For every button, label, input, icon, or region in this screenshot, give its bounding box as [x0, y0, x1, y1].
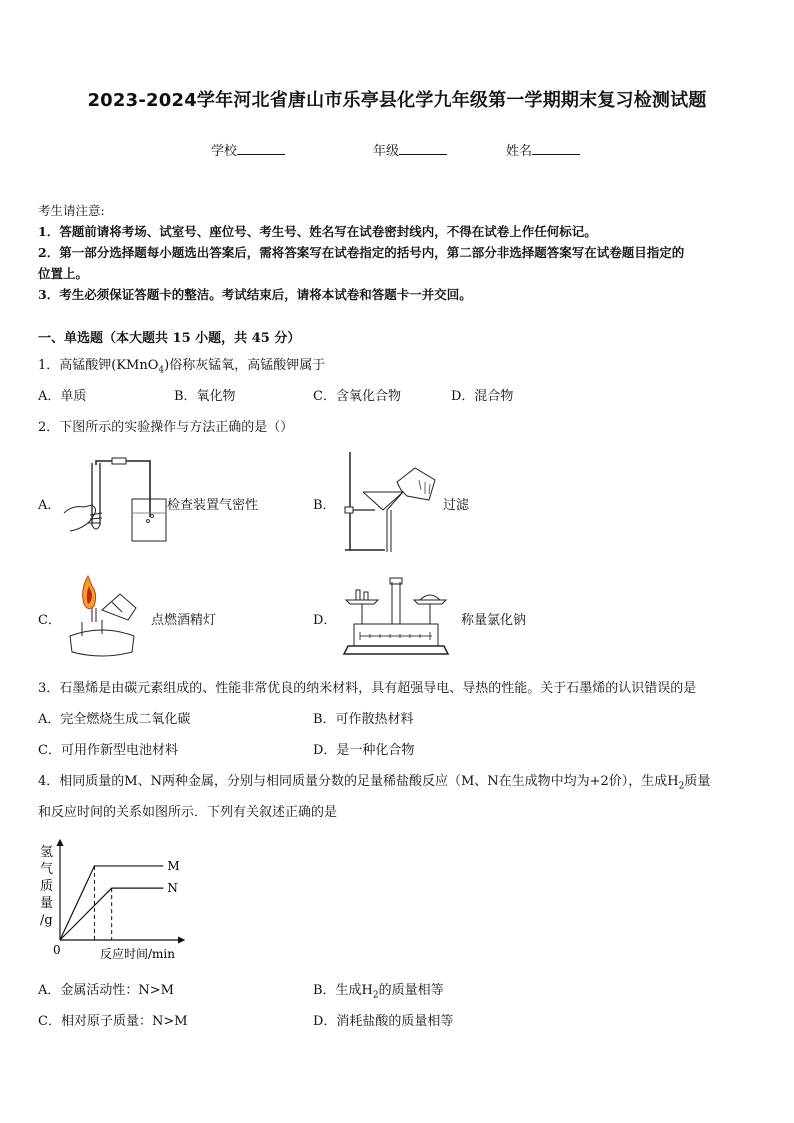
y-axis-label-char: 质	[40, 879, 54, 894]
notice-heading: 考生请注意:	[38, 203, 105, 218]
filtration-image	[335, 450, 445, 555]
alcohol-lamp-image	[62, 572, 144, 664]
q3-option-d[interactable]: D．是一种化合物	[313, 743, 415, 758]
q4-option-d[interactable]: D．消耗盐酸的质量相等	[313, 1014, 454, 1029]
q1-option-b[interactable]: B．氧化物	[174, 389, 236, 404]
q1-option-a[interactable]: A．单质	[38, 389, 87, 404]
balance-image	[340, 572, 452, 660]
notice-item-2-cont: 位置上。	[38, 266, 89, 281]
q2-option-b-letter[interactable]: B．	[313, 498, 336, 513]
question-4-stem-line-1: 4．相同质量的M、N两种金属，分别与相同质量分数的足量稀盐酸反应（M、N在生成物中均为+2价），生成$H_2$质量	[38, 774, 711, 792]
q4-option-c[interactable]: C．相对原子质量：N>M	[38, 1014, 188, 1029]
q4-option-a[interactable]: A．金属活动性：N>M	[38, 983, 174, 998]
notice-block	[38, 200, 763, 305]
q1-option-c[interactable]: C．含氧化合物	[313, 389, 401, 404]
y-axis-label-char: 氢	[40, 845, 54, 860]
hydrogen-mass-chart	[36, 836, 196, 966]
q3-option-c[interactable]: C．可用作新型电池材料	[38, 743, 178, 758]
question-3-stem: 3．石墨烯是由碳元素组成的、性能非常优良的纳米材料，具有超强导电、导热的性能。关于石墨烯的认识错误的是	[38, 681, 697, 696]
y-axis-label-char: /g	[40, 913, 53, 928]
school-blank[interactable]	[237, 142, 285, 155]
q2-option-b-caption: 过滤	[443, 498, 470, 513]
origin-label: 0	[53, 943, 61, 957]
q2-option-a-caption: 检查装置气密性	[167, 498, 259, 513]
grade-blank[interactable]	[399, 142, 447, 155]
x-axis-label: 反应时间/min	[100, 947, 175, 961]
question-2-stem: 2．下图所示的实验操作与方法正确的是（）	[38, 420, 294, 435]
q2-option-a-letter[interactable]: A．	[38, 498, 61, 513]
q2-option-d-caption: 称量氯化钠	[461, 613, 527, 628]
school-field: 学校	[211, 140, 285, 159]
notice-item-2: 2．第一部分选择题每小题选出答案后，需将答案写在试卷指定的括号内，第二部分非选择题答案写在试卷题目指定的	[38, 245, 685, 260]
series-label-N: N	[167, 881, 178, 896]
question-1-stem: 1．高锰酸钾(KMnO$_4$)俗称灰锰氧，高锰酸钾属于	[38, 358, 326, 376]
notice-item-3: 3．考生必须保证答题卡的整洁。考试结束后，请将本试卷和答题卡一并交回。	[38, 287, 472, 302]
question-4-stem-line-2: 和反应时间的关系如图所示．下列有关叙述正确的是	[38, 805, 338, 820]
y-axis-label-char: 量	[40, 896, 54, 911]
q1-option-d[interactable]: D．混合物	[451, 389, 514, 404]
q3-option-a[interactable]: A．完全燃烧生成二氧化碳	[38, 712, 191, 727]
page-title: 2023-2024学年河北省唐山市乐亭县化学九年级第一学期期末复习检测试题	[87, 90, 707, 111]
q2-option-c-caption: 点燃酒精灯	[151, 613, 217, 628]
q2-option-d-letter[interactable]: D．	[313, 613, 337, 628]
name-field: 姓名	[506, 140, 580, 159]
series-label-M: M	[167, 858, 180, 873]
q2-option-c-letter[interactable]: C．	[38, 613, 61, 628]
airtightness-check-image	[62, 455, 170, 550]
q3-option-b[interactable]: B．可作散热材料	[313, 712, 414, 727]
section-heading: 一、单选题（本大题共 15 小题，共 45 分）	[38, 331, 301, 346]
grade-field: 年级	[373, 140, 447, 159]
q4-option-b[interactable]: B．生成$H_2$的质量相等	[313, 983, 444, 1001]
notice-item-1: 1．答题前请将考场、试室号、座位号、考生号、姓名写在试卷密封线内，不得在试卷上作任何标记。	[38, 224, 597, 239]
name-blank[interactable]	[532, 142, 580, 155]
y-axis-label-char: 气	[40, 862, 54, 877]
